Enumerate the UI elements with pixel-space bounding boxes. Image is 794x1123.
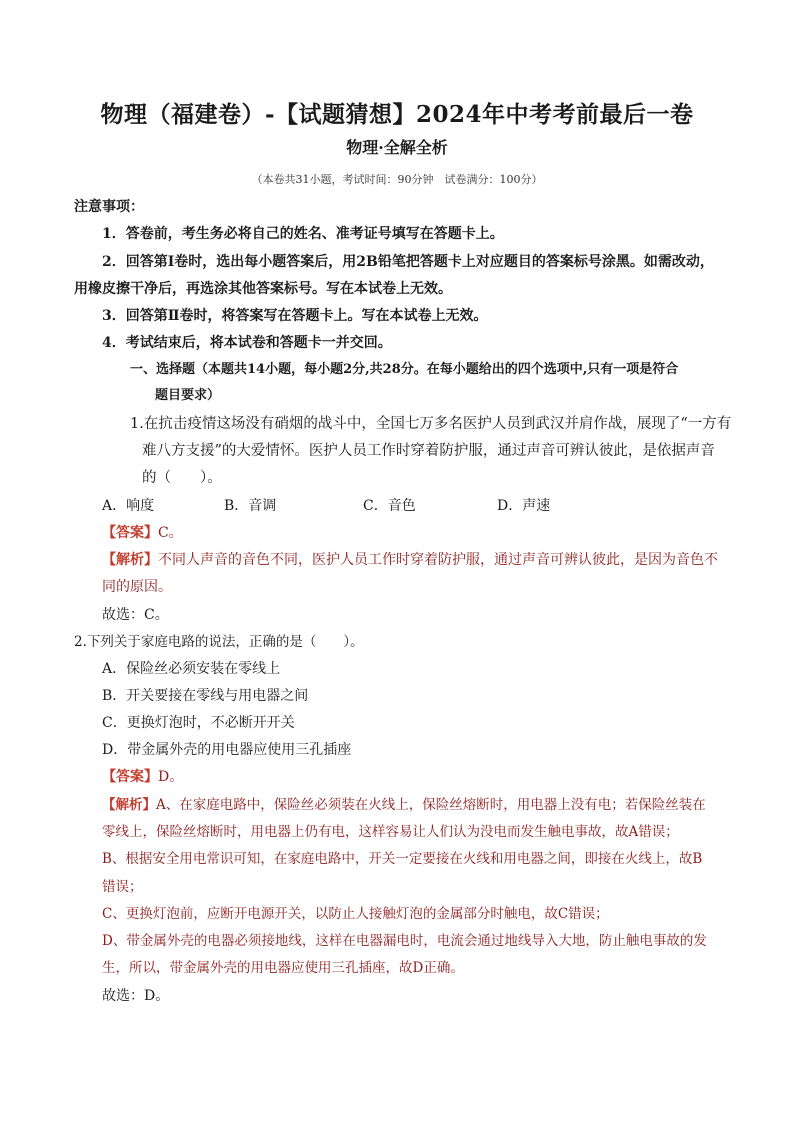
q2-conclusion: 故选：D。 (102, 988, 170, 1004)
q1-analysis-cont: 同的原因。 (102, 579, 172, 595)
answer-value: C。 (158, 525, 183, 541)
q1-stem: 的（ ）。 (142, 470, 222, 486)
q1-analysis (102, 550, 718, 570)
q2-analysis-cont: B、根据安全用电常识可知，在家庭电路中，开关一定要接在火线和用电器之间，即接在火线上，故B (102, 851, 703, 867)
q1-conclusion: 故选：C。 (102, 607, 169, 623)
section-heading-cont: 题目要求） (155, 388, 221, 403)
answer-label: 【答案】 (102, 525, 158, 541)
q1-stem: 1.在抗击疫情这场没有硝烟的战斗中，全国七万多名医护人员到武汉并肩作战，展现了“一方有 (130, 416, 732, 432)
q2-option-c: C．更换灯泡时，不必断开开关 (102, 715, 295, 731)
q2-analysis-cont: 零线上，保险丝熔断时，用电器上仍有电，这样容易让人们认为没电而发生触电事故，故A错误； (102, 824, 679, 840)
analysis-text: A、在家庭电路中，保险丝必须装在火线上，保险丝熔断时，用电器上没有电；若保险丝装在 (156, 797, 706, 813)
q1-option-b: B．音调 (224, 498, 277, 514)
notice-item: 2．回答第Ⅰ卷时，选出每小题答案后，用2B铅笔把答题卡上对应题目的答案标号涂黑。如需改动， (102, 254, 714, 270)
section-heading: 一、选择题（本题共14小题，每小题2分,共28分。在每小题给出的四个选项中,只有一项是符合 (130, 362, 679, 377)
answer-label: 【答案】 (102, 769, 158, 785)
q1-stem: 难八方支援”的大爱情怀。医护人员工作时穿着防护服，通过声音可辨认彼此，是依据声音 (142, 443, 715, 459)
q2-answer (102, 767, 183, 787)
q2-stem: 2.下列关于家庭电路的说法，正确的是（ ）。 (74, 634, 364, 650)
q2-analysis-cont: D、带金属外壳的电器必须接地线，这样在电器漏电时，电流会通过地线导入大地，防止触电事故的发 (102, 933, 707, 949)
q2-analysis-cont: C、更换灯泡前，应断开电源开关，以防止人接触灯泡的金属部分时触电，故C错误； (102, 906, 609, 922)
exam-info: （本卷共31小题，考试时间：90分钟 试卷满分：100分） (251, 173, 543, 186)
page-title: 物理（福建卷）-【试题猜想】2024年中考考前最后一卷 (100, 101, 694, 128)
q2-option-a: A．保险丝必须安装在零线上 (102, 661, 281, 677)
notice-item: 1．答卷前，考生务必将自己的姓名、准考证号填写在答题卡上。 (102, 226, 504, 242)
analysis-text: 不同人声音的音色不同，医护人员工作时穿着防护服，通过声音可辨认彼此，是因为音色不 (158, 552, 718, 568)
notice-item: 3．回答第Ⅱ卷时，将答案写在答题卡上。写在本试卷上无效。 (102, 308, 488, 324)
notice-item: 4．考试结束后，将本试卷和答题卡一并交回。 (102, 335, 392, 351)
page-subtitle: 物理·全解全析 (346, 138, 448, 157)
q2-option-b: B．开关要接在零线与用电器之间 (102, 688, 309, 704)
notice-heading: 注意事项： (74, 199, 144, 215)
analysis-label: 【解析】 (102, 552, 158, 568)
notice-item: 用橡皮擦干净后，再选涂其他答案标号。写在本试卷上无效。 (74, 281, 452, 297)
q2-option-d: D．带金属外壳的用电器应使用三孔插座 (102, 742, 352, 758)
q1-option-c: C．音色 (363, 498, 416, 514)
q2-analysis-cont: 生，所以，带金属外壳的用电器应使用三孔插座，故D正确。 (102, 960, 464, 976)
analysis-label: 【解析】 (102, 797, 156, 813)
q1-answer (102, 523, 183, 543)
q1-option-d: D．声速 (497, 498, 551, 514)
q2-analysis-cont: 错误； (102, 879, 143, 895)
q2-analysis (102, 795, 706, 815)
answer-value: D。 (158, 769, 184, 785)
q1-option-a: A．响度 (102, 498, 155, 514)
